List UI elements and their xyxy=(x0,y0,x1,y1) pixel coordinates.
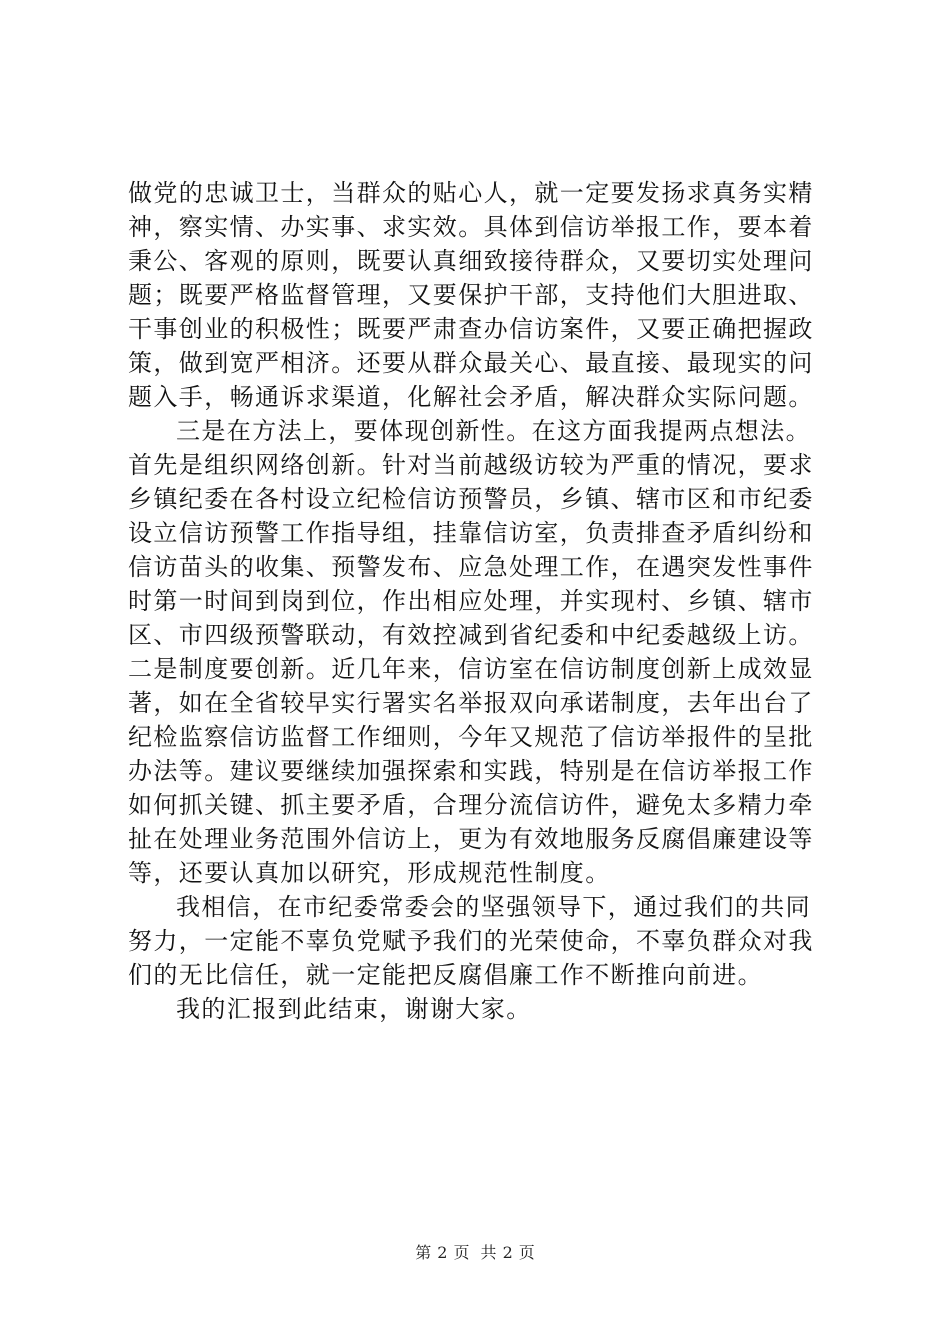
text-line: 如何抓关键、抓主要矛盾，合理分流信访件，避免太多精力牵 xyxy=(128,791,814,819)
text-line: 扯在处理业务范围外信访上，更为有效地服务反腐倡廉建设等 xyxy=(128,825,814,853)
paragraph-start-line: 我的汇报到此结束，谢谢大家。 xyxy=(176,995,532,1023)
text-line: 题；既要严格监督管理，又要保护干部，支持他们大胆进取、 xyxy=(128,281,814,309)
text-line: 乡镇纪委在各村设立纪检信访预警员，乡镇、辖市区和市纪委 xyxy=(128,485,814,513)
text-line: 神，察实情、办实事、求实效。具体到信访举报工作，要本着 xyxy=(128,213,814,241)
page-number: 2 xyxy=(437,1243,448,1262)
text-line: 等，还要认真加以研究，形成规范性制度。 xyxy=(128,859,611,887)
body-text xyxy=(128,176,844,1026)
text-line: 努力，一定能不辜负党赋予我们的光荣使命，不辜负群众对我 xyxy=(128,927,814,955)
total-unit: 页 xyxy=(518,1243,535,1262)
text-line: 办法等。建议要继续加强探索和实践，特别是在信访举报工作 xyxy=(128,757,814,785)
page-footer xyxy=(0,1243,950,1263)
text-line: 策，做到宽严相济。还要从群众最关心、最直接、最现实的问 xyxy=(128,349,814,377)
text-line: 二是制度要创新。近几年来，信访室在信访制度创新上成效显 xyxy=(128,655,814,683)
text-line: 著，如在全省较早实行署实名举报双向承诺制度，去年出台了 xyxy=(128,689,814,717)
text-line: 做党的忠诚卫士，当群众的贴心人，就一定要发扬求真务实精 xyxy=(128,179,814,207)
total-label: 共 xyxy=(480,1243,497,1262)
text-line: 首先是组织网络创新。针对当前越级访较为严重的情况，要求 xyxy=(128,451,814,479)
text-line: 设立信访预警工作指导组，挂靠信访室，负责排查矛盾纠纷和 xyxy=(128,519,814,547)
page-label: 第 xyxy=(415,1243,432,1262)
text-line: 区、市四级预警联动，有效控减到省纪委和中纪委越级上访。 xyxy=(128,621,814,649)
page-unit: 页 xyxy=(453,1243,470,1262)
text-line: 纪检监察信访监督工作细则，今年又规范了信访举报件的呈批 xyxy=(128,723,814,751)
total-pages: 2 xyxy=(502,1243,513,1262)
text-line: 信访苗头的收集、预警发布、应急处理工作，在遇突发性事件 xyxy=(128,553,814,581)
text-line: 们的无比信任，就一定能把反腐倡廉工作不断推向前进。 xyxy=(128,961,763,989)
text-line: 秉公、客观的原则，既要认真细致接待群众，又要切实处理问 xyxy=(128,247,814,275)
text-line: 题入手，畅通诉求渠道，化解社会矛盾，解决群众实际问题。 xyxy=(128,383,814,411)
paragraph-start-line: 三是在方法上，要体现创新性。在这方面我提两点想法。 xyxy=(176,417,811,445)
text-line: 时第一时间到岗到位，作出相应处理，并实现村、乡镇、辖市 xyxy=(128,587,814,615)
text-line: 干事创业的积极性；既要严肃查办信访案件，又要正确把握政 xyxy=(128,315,814,343)
paragraph-start-line: 我相信，在市纪委常委会的坚强领导下，通过我们的共同 xyxy=(176,893,811,921)
